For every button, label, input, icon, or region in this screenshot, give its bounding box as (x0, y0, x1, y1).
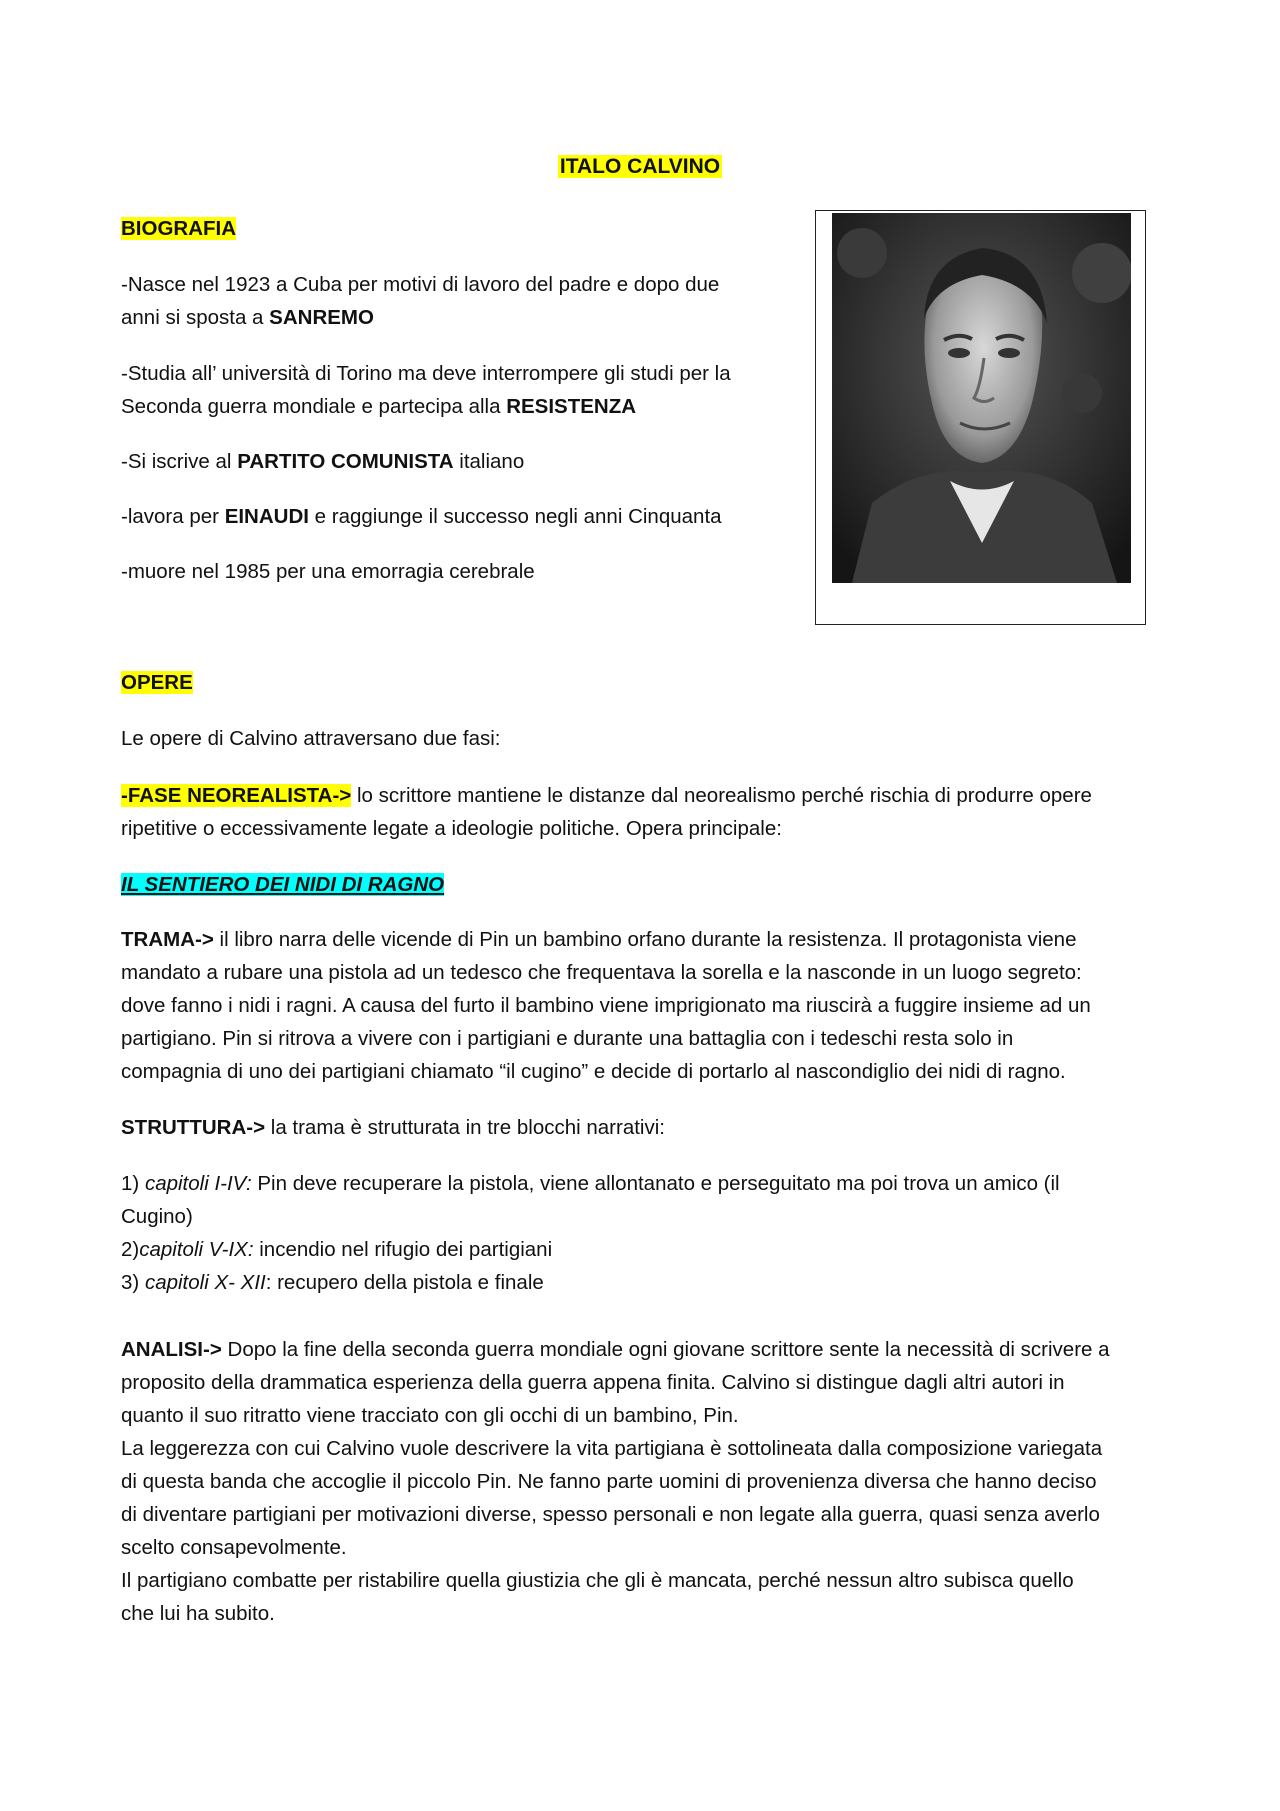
opere-intro: Le opere di Calvino attraversano due fasi: (121, 727, 501, 750)
struttura-paragraph: STRUTTURA-> la trama è strutturata in tre blocchi narrativi: (121, 1116, 665, 1139)
portrait-frame (815, 210, 1146, 625)
opere-heading: OPERE (121, 671, 193, 694)
fase-neorealista-paragraph: -FASE NEOREALISTA-> lo scrittore mantiene le distanze dal neorealismo perché rischia di produrre opere ripetitive o eccessivamente legate a ideologie politiche. Opera principale: (121, 784, 1092, 840)
bio-paragraph-5: -muore nel 1985 per una emorragia cerebrale (121, 560, 535, 583)
trama-paragraph: TRAMA-> il libro narra delle vicende di Pin un bambino orfano durante la resistenza. Il protagonista viene mandato a rubare una pistola ad un tedesco che frequentava la sorella e la nasconde in un luogo segreto: dove fanno i nidi i ragni. A causa del furto il bambino viene imprigionato ma riuscirà a fuggire insieme ad un partigiano. Pin si ritrova a vivere con i partigiani e durante una battaglia con i tedeschi resta solo in compagnia di uno dei partigiani chiamato “il cugino” e decide di portarlo al nascondiglio dei nidi di ragno. (121, 928, 1091, 1083)
bio-paragraph-2: -Studia all’ università di Torino ma deve interrompere gli studi per la Seconda guerra mondiale e partecipa alla RESISTENZA (121, 362, 731, 418)
bio-heading: BIOGRAFIA (121, 217, 237, 240)
struttura-list: 1) capitoli I-IV: Pin deve recuperare la pistola, viene allontanato e perseguitato ma poi trova un amico (il Cugino) 2)capitoli V-IX: incendio nel rifugio dei partigiani 3) capitoli X- XII: recupero della pistola e finale (121, 1172, 1060, 1294)
bio-paragraph-3: -Si iscrive al PARTITO COMUNISTA italiano (121, 450, 525, 473)
portrait-photo (832, 213, 1131, 583)
book-title: IL SENTIERO DEI NIDI DI RAGNO (121, 873, 445, 896)
page-title: ITALO CALVINO (559, 155, 721, 178)
analisi-paragraph: ANALISI-> Dopo la fine della seconda guerra mondiale ogni giovane scrittore sente la necessità di scrivere a proposito della drammatica esperienza della guerra appena finita. Calvino si distingue dagli altri autori in quanto il suo ritratto viene tracciato con gli occhi di un bambino, Pin. La leggerezza con cui Calvino vuole descrivere la vita partigiana è sottolineata dalla composizione variegata di questa banda che accoglie il piccolo Pin. Ne fanno parte uomini di provenienza diversa che hanno deciso di diventare partigiani per motivazioni diverse, spesso personali e non legate alla guerra, quasi senza averlo scelto consapevolmente. Il partigiano combatte per ristabilire quella giustizia che gli è mancata, perché nessun altro subisca quello che lui ha subito. (121, 1338, 1110, 1625)
bio-paragraph-4: -lavora per EINAUDI e raggiunge il successo negli anni Cinquanta (121, 505, 722, 528)
bio-paragraph-1: -Nasce nel 1923 a Cuba per motivi di lavoro del padre e dopo due anni si sposta a SANREMO (121, 273, 720, 329)
